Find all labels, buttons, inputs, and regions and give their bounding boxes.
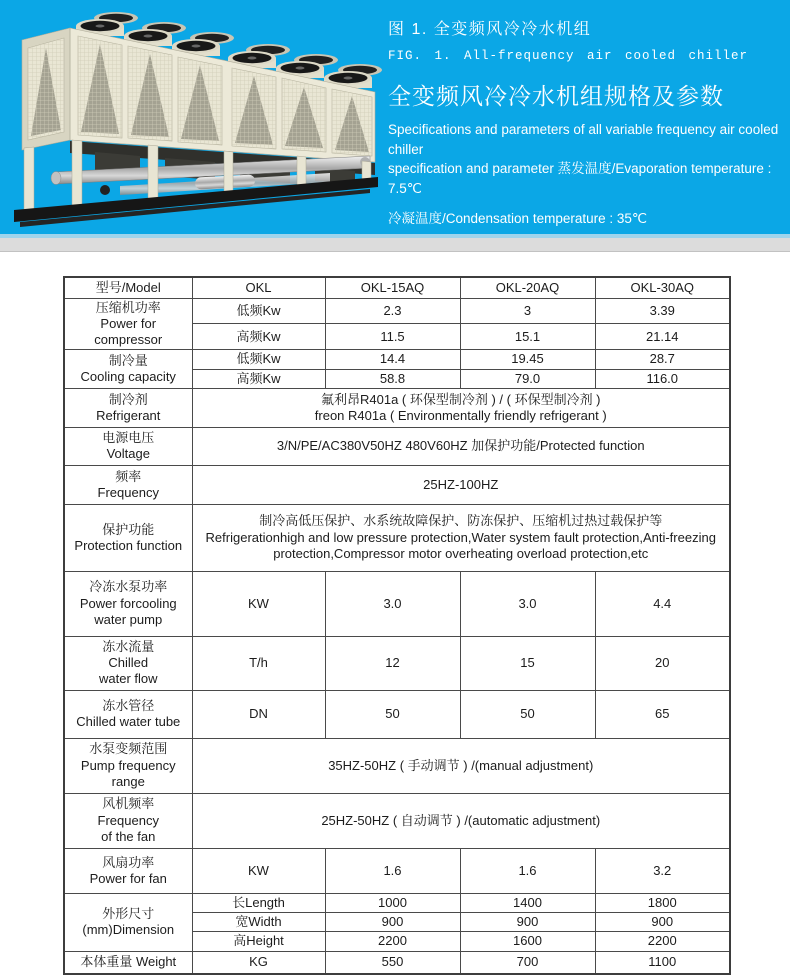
table-row bbox=[64, 571, 730, 636]
row-label: 保护功能 Protection function bbox=[64, 504, 192, 571]
value-cell: 50 bbox=[460, 690, 595, 738]
unit-cell: KW bbox=[192, 571, 325, 636]
value-cell: 65 bbox=[595, 690, 730, 738]
value-cell: 2200 bbox=[325, 932, 460, 951]
value-cell: 1800 bbox=[595, 893, 730, 912]
column-header: OKL-20AQ bbox=[460, 277, 595, 298]
unit-cell: 低频Kw bbox=[192, 298, 325, 324]
value-cell: 4.4 bbox=[595, 571, 730, 636]
table-row bbox=[64, 504, 730, 571]
unit-cell: 高频Kw bbox=[192, 369, 325, 388]
column-header: OKL bbox=[192, 277, 325, 298]
row-label: 水泵变频范围 Pump frequency range bbox=[64, 738, 192, 793]
column-header: 型号/Model bbox=[64, 277, 192, 298]
value-cell: 1.6 bbox=[325, 848, 460, 893]
table-row bbox=[64, 277, 730, 298]
value-cell: 2200 bbox=[595, 932, 730, 951]
value-cell: 28.7 bbox=[595, 350, 730, 369]
value-cell: 700 bbox=[460, 951, 595, 974]
value-cell: 3.2 bbox=[595, 848, 730, 893]
value-cell: 50 bbox=[325, 690, 460, 738]
value-cell: 35HZ-50HZ ( 手动调节 ) /(manual adjustment) bbox=[192, 738, 730, 793]
table-row bbox=[64, 793, 730, 848]
hero-text bbox=[388, 16, 784, 227]
value-cell: 21.14 bbox=[595, 324, 730, 350]
table-row bbox=[64, 951, 730, 974]
unit-cell: KW bbox=[192, 848, 325, 893]
section-subtitle-line2: specification and parameter 蒸发温度/Evaporation temperature : 7.5℃ bbox=[388, 161, 772, 196]
value-cell: 1000 bbox=[325, 893, 460, 912]
value-cell: 3.0 bbox=[325, 571, 460, 636]
row-label: 电源电压 Voltage bbox=[64, 427, 192, 465]
row-label: 冷冻水泵功率 Power forcooling water pump bbox=[64, 571, 192, 636]
value-cell: 14.4 bbox=[325, 350, 460, 369]
value-cell: 制冷高低压保护、水系统故障保护、防冻保护、压缩机过热过载保护等 Refrigerationhigh and low pressure protection,Water system fault protection,Anti-freezing protection,Compressor motor overheating overload protection,etc bbox=[192, 504, 730, 571]
divider-gray bbox=[0, 238, 790, 252]
section-subtitle-line1: Specifications and parameters of all variable frequency air cooled chiller bbox=[388, 122, 779, 157]
value-cell: 氟利昂R401a ( 环保型制冷剂 ) / ( 环保型制冷剂 ) freon R401a ( Environmentally friendly refrigerant ) bbox=[192, 388, 730, 427]
table-row bbox=[64, 848, 730, 893]
unit-cell: 低频Kw bbox=[192, 350, 325, 369]
value-cell: 25HZ-100HZ bbox=[192, 465, 730, 504]
value-cell: 3/N/PE/AC380V50HZ 480V60HZ 加保护功能/Protected function bbox=[192, 427, 730, 465]
row-label: 冻水流量 Chilled water flow bbox=[64, 636, 192, 690]
chiller-photo bbox=[0, 0, 390, 235]
hero-section bbox=[0, 0, 790, 234]
figure-caption-en: FIG. 1. All-frequency air cooled chiller bbox=[388, 49, 749, 63]
value-cell: 900 bbox=[595, 913, 730, 932]
table-row bbox=[64, 690, 730, 738]
value-cell: 3.39 bbox=[595, 298, 730, 324]
unit-cell: 高Height bbox=[192, 932, 325, 951]
table-row bbox=[64, 388, 730, 427]
unit-cell: 长Length bbox=[192, 893, 325, 912]
column-header: OKL-30AQ bbox=[595, 277, 730, 298]
row-label: 压缩机功率 Power for compressor bbox=[64, 298, 192, 350]
value-cell: 15 bbox=[460, 636, 595, 690]
value-cell: 19.45 bbox=[460, 350, 595, 369]
value-cell: 3.0 bbox=[460, 571, 595, 636]
value-cell: 3 bbox=[460, 298, 595, 324]
unit-cell: 宽Width bbox=[192, 913, 325, 932]
table-row bbox=[64, 298, 730, 324]
row-label: 制冷剂 Refrigerant bbox=[64, 388, 192, 427]
row-label: 本体重量 Weight bbox=[64, 951, 192, 974]
value-cell: 2.3 bbox=[325, 298, 460, 324]
table-row bbox=[64, 893, 730, 912]
table-row bbox=[64, 427, 730, 465]
row-label: 风扇功率 Power for fan bbox=[64, 848, 192, 893]
value-cell: 1400 bbox=[460, 893, 595, 912]
value-cell: 58.8 bbox=[325, 369, 460, 388]
value-cell: 116.0 bbox=[595, 369, 730, 388]
spec-table-body bbox=[64, 277, 730, 974]
row-label: 制冷量 Cooling capacity bbox=[64, 350, 192, 389]
value-cell: 20 bbox=[595, 636, 730, 690]
value-cell: 25HZ-50HZ ( 自动调节 ) /(automatic adjustment) bbox=[192, 793, 730, 848]
value-cell: 1.6 bbox=[460, 848, 595, 893]
value-cell: 1600 bbox=[460, 932, 595, 951]
value-cell: 1100 bbox=[595, 951, 730, 974]
value-cell: 900 bbox=[460, 913, 595, 932]
column-header: OKL-15AQ bbox=[325, 277, 460, 298]
table-row bbox=[64, 636, 730, 690]
unit-cell: DN bbox=[192, 690, 325, 738]
figure-caption-zh: 图 1. 全变频风冷冷水机组 bbox=[388, 21, 592, 38]
table-row bbox=[64, 465, 730, 504]
row-label: 频率 Frequency bbox=[64, 465, 192, 504]
unit-cell: T/h bbox=[192, 636, 325, 690]
unit-cell: 高频Kw bbox=[192, 324, 325, 350]
row-label: 风机频率 Frequency of the fan bbox=[64, 793, 192, 848]
value-cell: 11.5 bbox=[325, 324, 460, 350]
condensation-temperature-line: 冷凝温度/Condensation temperature : 35℃ bbox=[388, 211, 648, 227]
table-row bbox=[64, 738, 730, 793]
value-cell: 900 bbox=[325, 913, 460, 932]
row-label: 冻水管径 Chilled water tube bbox=[64, 690, 192, 738]
value-cell: 15.1 bbox=[460, 324, 595, 350]
section-title-zh: 全变频风冷冷水机组规格及参数 bbox=[388, 83, 724, 109]
row-label: 外形尺寸 (mm)Dimension bbox=[64, 893, 192, 951]
table-row bbox=[64, 350, 730, 369]
unit-cell: KG bbox=[192, 951, 325, 974]
value-cell: 550 bbox=[325, 951, 460, 974]
spec-table bbox=[63, 276, 731, 975]
value-cell: 79.0 bbox=[460, 369, 595, 388]
value-cell: 12 bbox=[325, 636, 460, 690]
